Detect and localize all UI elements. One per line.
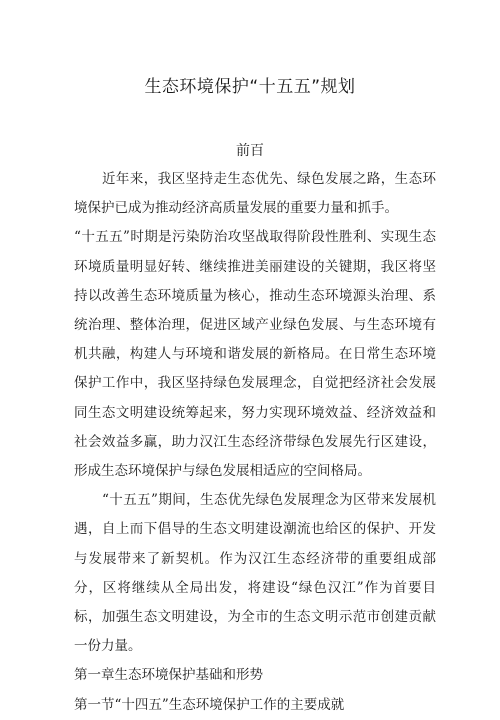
paragraph: “十五五”时期是污染防治攻坚战取得阶段性胜利、实现生态环境质量明显好转、继续推进美丽建设的关键期，我区将坚持以改善生态环境质量为核心，推动生态环境源头治理、系统治理、整体治理，促进区域产业绿色发展、与生态环境有机共融，构建人与环境和谐发展的新格局。在日常生态环境保护工作中，我区坚持绿色发展理念，自觉把经济社会发展同生态文明建设统筹起来，努力实现环境效益、经济效益和社会效益多赢，助力汉江生态经济带绿色发展先行区建设，形成生态环境保护与绿色发展相适应的空间格局。 — [74, 229, 436, 480]
paragraph: 近年来，我区坚持走生态优先、绿色发展之路，生态环境保护已成为推动经济高质量发展的重要力量和抓手。 — [74, 171, 436, 217]
section-heading: 第一节“十四五”生态环境保护工作的主要成就 — [74, 696, 345, 713]
paragraph: “十五五”期间，生态优先绿色发展理念为区带来发展机遇，自上而下倡导的生态文明建设潮流也给区的保护、开发与发展带来了新契机。作为汉江生态经济带的重要组成部分，区将继续从全局出发，将建设“绿色汉江”作为首要目标，加强生态文明建设，为全市的生态文明示范市创建贡献一份力量。 — [74, 492, 436, 655]
document-title: 生态环境保护“十五五”规划 — [144, 77, 356, 97]
chapter-heading: 第一章生态环境保护基础和形势 — [74, 667, 263, 684]
preface-heading: 前百 — [236, 143, 264, 159]
document-body — [74, 165, 436, 720]
